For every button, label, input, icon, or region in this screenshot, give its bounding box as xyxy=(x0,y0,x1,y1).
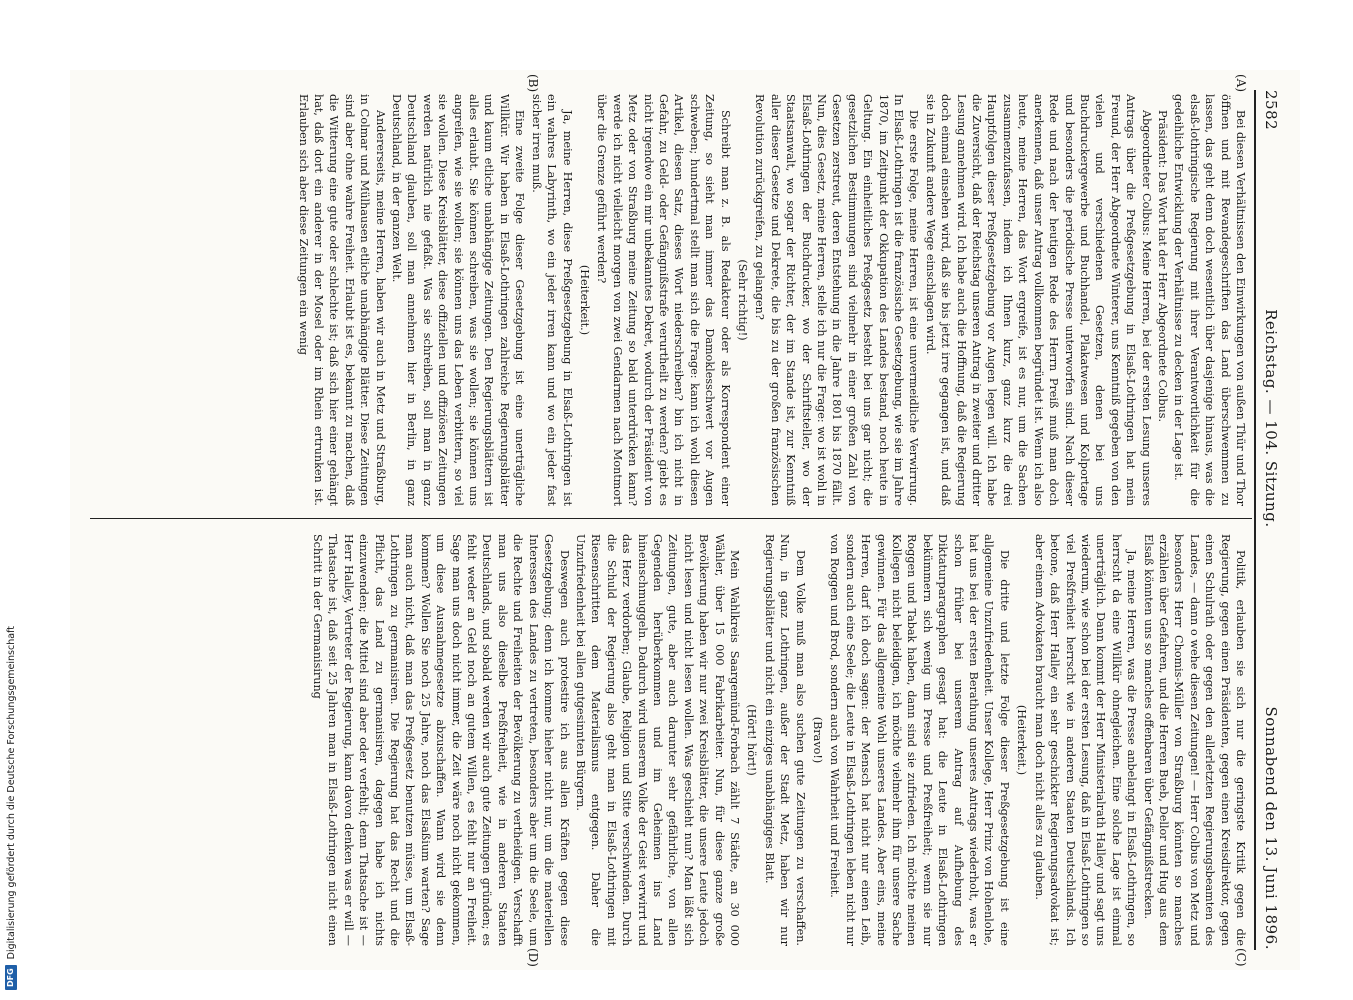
paragraph: Die erste Folge, meine Herren, ist eine unvermeidliche Verwirrung. In Elsaß-Lothringen ist die französische Gesetzgebung, wie sie im Jahre 1870, im Zeitpunkt der Okkupation des Landes bestand, noch heute in Geltung. Ein einheitliches Preßgesetz besteht bei uns gar nicht; die gesetzlichen Bestimmungen sind vielmehr in einer großen Zahl von Gesetzen zerstreut, deren Entstehung in die Jahre 1801 bis 1870 fällt. Nun, dies Gesetz, meine Herren, stelle ich nur die Frage: wo ist wohl in Elsaß-Lothringen der Buchdrucker, wo der Schriftsteller, wo der Staatsanwalt, wo sogar der Richter, der im Stande ist, zur Kenntniß aller dieser Gesetze und Dekrete, die bis zu der großen französischen Revolution zurückgreifen, zu gelangen? xyxy=(753,94,921,506)
paragraph: Ja, meine Herren, was die Presse anbelangt in Elsaß-Lothringen, so herrscht da eine Willkür ohnegleichen. Eine solche Lage ist einmal unerträglich. Dann kommt der Herr Ministerialrath Halley und sagt uns wiederum, wie schon bei der ersten Lesung, daß in Elsaß-Lothringen so viel Preßfreiheit herrscht wie in anderen Staaten Deutschlands. Ich betone, daß Herr Halley ein sehr geschickter Regierungsadvokat ist; aber einem Advokaten braucht man doch nicht alles zu glauben. xyxy=(1032,534,1139,946)
paragraph: Die dritte und letzte Folge dieser Preßgesetzgebung ist eine allgemeine Unzufriedenheit. Unser Kollege, Herr Prinz von Hohenlohe, hat uns bei der ersten Berathung unseres Antrags wiederholt, was er schon früher bei unserem Antrag auf Aufhebung des Diktaturparagraphen gesagt hat: die Leute in Elsaß-Lothringen bekümmern sich wenig um Presse und Preßfreiheit; wenn sie nur Roggen und Tabak haben, dann sind sie zufrieden. Ich möchte meinen Kollegen nicht beleidigen, ich möchte vielmehr ihm für unsere Sache gewinnen. Für das allgemeine Wohl unseres Landes. Aber eins, meine Herren, darf ich doch sagen: der Mensch hat nicht nur einen Leib, sondern auch eine Seele; die Leute in Elsaß-Lothringen leben nicht nur von Roggen und Brod, sondern auch von Wahrheit und Freiheit. xyxy=(828,534,1011,946)
right-column xyxy=(90,534,1248,946)
page-title: Reichstag. — 104. Sitzung. xyxy=(1262,309,1280,528)
page-date: Sonnabend den 13. Juni 1896. xyxy=(1262,706,1280,950)
paragraph: Andererseits, meine Herren, haben wir auch in Metz und Straßburg, in Colmar und Mülhausen etliche unabhängige Blätter. Diese Zeitungen sind aber ohne wahre Freiheit. Erlaubt ist es, bekannt zu machen, daß die Witterung eine gute oder schlechte ist; daß sich hier einer gehängt hat, daß dort ein anderer in der Mosel oder im Rhein ertrunken ist. Erlauben sich aber diese Zeitungen ein wenig xyxy=(296,94,387,506)
paragraph: Dem Volke muß man also suchen gute Zeitungen zu verschaffen. Nun, in ganz Lothringen, außer der Stadt Metz, haben wir nur Regierungsblätter und nicht ein einziges unabhängiges Blatt. xyxy=(762,534,807,946)
rotated-page-content xyxy=(70,70,1300,970)
paragraph-president: Präsident: Das Wort hat der Herr Abgeordnete Colbus. xyxy=(1155,110,1169,423)
paragraph: Politik, erlauben sie sich nur die geringste Kritik gegen die Regierung, gegen einen Präsidenten, gegen einen Kreisdirektor, gegen einen Schulrath oder gegen den allerletzten Regierungsbeamten des Landes, — dann o wehe diesen Zeitungen! — Herr Colbus von Metz und besonders Herr Chomis-Müller von Straßburg könnten so manches erzählen über Gefahren, und die Herren Bueb, Dellor und Hug aus dem Elsaß könnten uns so manches offenbaren über Gefängnißstrecken. xyxy=(1141,534,1247,946)
paragraph: Ja, meine Herren, diese Preßgesetzgebung in Elsaß-Lothringen ist ein wahres Labyrinth, wo ein jeder irren kann und wo ein jeder fast sicher irren muß. xyxy=(529,94,574,506)
header-rule xyxy=(1254,90,1256,950)
paragraph: Deswegen auch protestire ich aus allen Kräften gegen diese Gesetzgebung; denn ich komme hieher nicht nur, um die materiellen Interessen des Landes zu vertreten, besonders aber um die Seele, um die Rechte und Freiheiten der Bevölkerung zu vertheidigen. Verschafft man uns also dieselbe Preßfreiheit, wie in anderen Staaten Deutschlands, und sobald werden wir auch gute Zeitungen gründen; es fehlt weder an Geld noch an gutem Willen, es fehlt nur an Freiheit. Sage man uns doch nicht immer, die Zeit wäre noch nicht gekommen, um diese Ausnahmegesetze abzuschaffen. Wann wird sie denn kommen? Wollen Sie noch 25 Jahre, noch das Elsaßium warten? Sage man auch nicht, daß man das Preßgesetz benutzen müsse, um Elsaß-Lothringen zu germanisiren. Die Regierung hat das Recht und die Pflicht, das Land zu germanisiren, dagegen habe ich nichts einzuwenden; die Mittel sind aber oder verfehlt; denn Thatsache ist — Herr Halley, Vertreter der Regierung, kann davon denken was er will — Thatsache ist, daß seit 25 Jahren man in Elsaß-Lothringen nicht einen Schritt in der Germanisirung xyxy=(311,534,571,946)
digitization-credit xyxy=(4,10,18,990)
paragraph: Schreibt man z. B. als Redakteur oder als Korrespondent einer Zeitung, so sieht man immer das Damoklesschwert vor Augen schweben; hundertmal stellt man sich die Frage: kann ich wohl diesen Artikel, diesen Satz, dieses Wort niederschreiben? bin ich nicht in Gefahr, zu Geld- oder Gefängnißstrafe verurtheilt zu werden? giebt es nicht irgendwo ein mir unbekanntes Dekret, wodurch der Präsident von Metz oder von Straßburg meine Zeitung so bald unterdrücken kann? werde ich nicht vielleicht morgen von zwei Gendarmen nach Montmort über die Grenze geführt werden? xyxy=(595,94,732,506)
interjection: (Heiterkeit.) xyxy=(1015,704,1029,776)
interjection: (Bravo!) xyxy=(811,716,825,764)
paragraph: Abgeordneter Colbus: Meine Herren, bei der ersten Lesung unseres Antrags über die Preßgesetzgebung in Elsaß-Lothringen hat mein Freund, der Herr Abgeordnete Winterer, uns Kenntniß gegeben von den vielen und verschiedenen Gesetzen, denen bei uns Buchdruckergewerbe und Buchhandel, Plakatwesen und Kolportage und besonders die periodische Presse unterworfen sind. Nach dieser Rede und nach der heutigen Rede des Herrn Preiß muß man doch anerkennen, daß unser Antrag vollkommen begründet ist. Wenn ich also heute, meine Herren, das Wort ergreife, ist es nur, um die Sachen zusammenzufassen, indem ich Ihnen kurz, ganz kurz die drei Hauptfolgen dieser Preßgesetzgebung vor Augen legen will. Ich habe die Zuversicht, daß der Reichstag unseren Antrag in zweiter und dritter Lesung annehmen wird. Ich habe auch die Hoffnung, daß die Regierung doch einmal einsehen wird, daß sie bis jetzt irre gegangen ist, und daß sie in Zukunft andere Wege einschlagen wird. xyxy=(923,94,1153,506)
credit-text: Digitalisierung gefördert durch die Deutsche Forschungsgemeinschaft xyxy=(5,626,17,960)
marker-c: (C) xyxy=(1234,948,1248,967)
page-header xyxy=(1262,90,1286,950)
left-column xyxy=(90,94,1248,506)
scanned-page xyxy=(70,70,1300,970)
interjection: (Heiterkeit.) xyxy=(577,264,591,336)
paragraph: Mein Wahlkreis Saargemünd-Forbach zählt 7 Städte, an 30 000 Wähler, über 15 000 Fabrikarbeiter. Nun, für diese ganze große Bevölkerung haben wir nur zwei Kreisblätter, die unsere Leute jedoch nicht lesen und nicht lesen wollen. Was geschieht nun? Man läßt sich Zeitungen, gute, aber auch darunter sehr gefährliche, von allen Gegenden herüberkommen und im Geheimen ins Land hineinschmuggeln. Dadurch wird unserem Volke der Geist verwirrt und das Herz verdorben; Glaube, Religion und Sitte verschwinden. Durch die Schuld der Regierung also geht man in Elsaß-Lothringen mit Riesenschritten dem Materialismus entgegen. Daher die Unzufriedenheit bei allen gutgesinnten Bürgern. xyxy=(573,534,741,946)
interjection: (Hört! hört!) xyxy=(745,704,759,776)
marker-a: (A) xyxy=(1234,74,1248,93)
marker-b: (B) xyxy=(526,74,540,93)
dfg-logo-icon: DFG xyxy=(5,965,17,990)
marker-d: (D) xyxy=(526,948,540,967)
page-number: 2582 xyxy=(1262,90,1280,131)
paragraph: Bei diesen Verhältnissen den Einwirkungen von außen Thür und Thor öffnen und mit Revandegeschriften das Land überschwemmen zu lassen, das geht denn doch wesentlich über dasjenige hinaus, was die elsaß-lothringische Regierung mit ihrer Verantwortlichkeit für die gedeihliche Entwicklung der Verhältnisse zu decken in der Lage ist. xyxy=(1172,94,1247,506)
interjection: (Sehr richtig!) xyxy=(736,259,749,341)
paragraph: Eine zweite Folge dieser Gesetzgebung ist eine unerträgliche Willkür. Wir haben in Elsaß-Lothringen zahlreiche Regierungsblätter und kaum etliche unabhängige Zeitungen. Den Regierungsblättern ist alles erlaubt. Sie können schreiben, was sie wollen; sie können uns angreifen, wie sie wollen; sie können uns das Leben verbittern, so viel sie wollen. Diese Kreisblätter, diese offiziellen und offiziösen Zeitungen werden natürlich nie gefaßt. Was sie schreiben, soll man in ganz Deutschland glauben, soll man annehmen hier in Berlin, in ganz Deutschland, in der ganzen Welt. xyxy=(390,94,527,506)
column-divider xyxy=(90,518,1252,519)
